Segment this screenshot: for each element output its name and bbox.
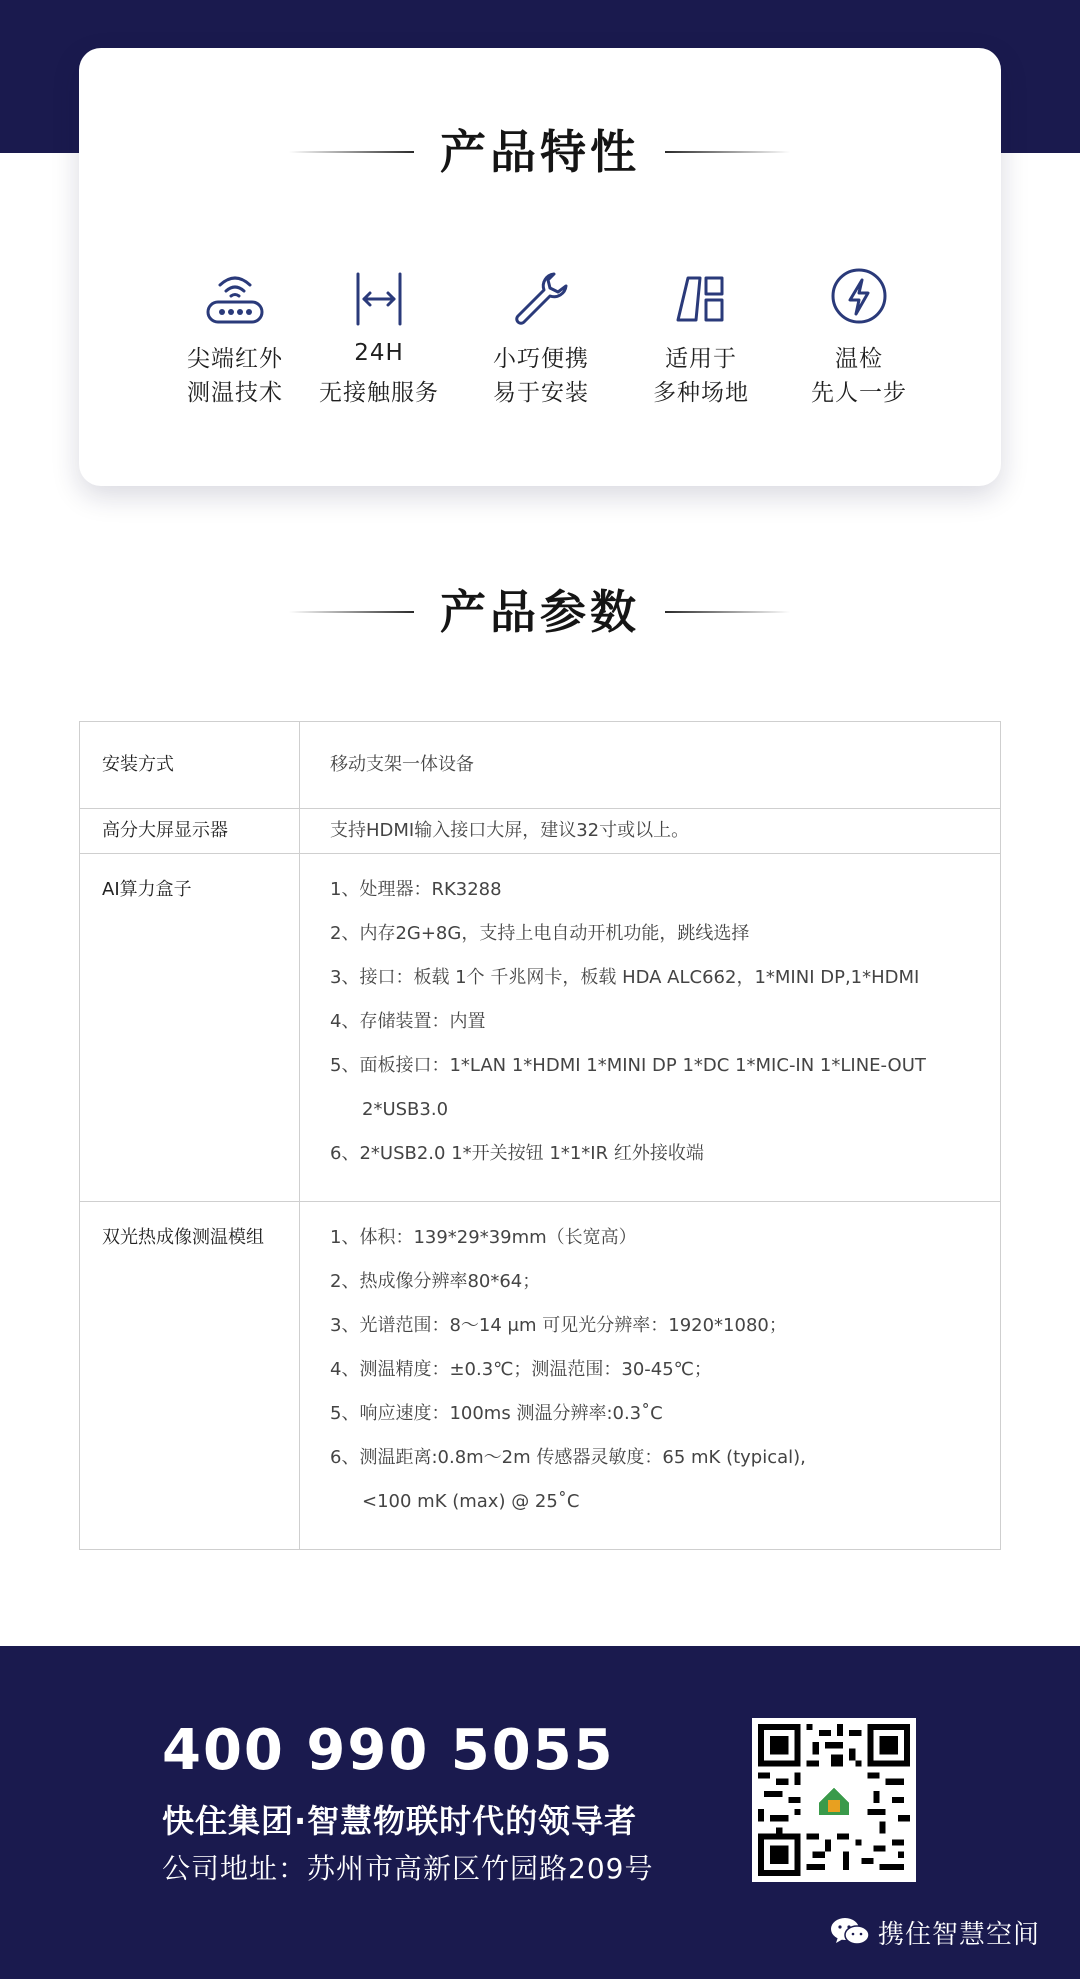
spec-line: 1、体积：139*29*39mm（长宽高） [330, 1227, 637, 1248]
features-card [79, 48, 1001, 486]
spec-table [79, 721, 1001, 1550]
wrench-icon [466, 268, 616, 330]
heading-rule-left [289, 151, 414, 153]
feature-line2: 易于安装 [493, 380, 589, 406]
row-label: 高分大屏显示器 [80, 809, 300, 854]
spec-line: 6、测温距离:0.8m～2m 传感器灵敏度：65 mK (typical), [330, 1447, 806, 1468]
feature-line1: 尖端红外 [187, 346, 283, 372]
width-arrows-icon [304, 268, 454, 330]
table-row [80, 809, 1001, 854]
spec-line: 2、热成像分辨率80*64； [330, 1271, 541, 1292]
spec-line: 3、接口：板载 1个 千兆网卡，板载 HDA ALC662，1*MINI DP,1*HDMI [330, 967, 920, 988]
row-value: 移动支架一体设备 [300, 722, 1001, 809]
spec-line: <100 mK (max) @ 25˚C [362, 1491, 580, 1512]
qr-code-icon[interactable] [752, 1718, 916, 1882]
row-label: 双光热成像测温模组 [80, 1202, 300, 1550]
feature-line2: 先人一步 [811, 380, 907, 406]
wechat-account[interactable] [830, 1912, 1040, 1952]
company-slogan: 快住集团·智慧物联时代的领导者 [162, 1802, 638, 1840]
phone-number[interactable]: 400 990 5055 [162, 1718, 615, 1783]
wechat-icon [830, 1916, 870, 1948]
router-icon [160, 268, 310, 330]
feature-line1: 温检 [835, 346, 883, 372]
spec-line: 2、内存2G+8G，支持上电自动开机功能，跳线选择 [330, 923, 750, 944]
spec-line: 6、2*USB2.0 1*开关按钮 1*1*IR 红外接收端 [330, 1143, 704, 1164]
spec-line: 5、面板接口：1*LAN 1*HDMI 1*MINI DP 1*DC 1*MIC-IN 1*LINE-OUT [330, 1055, 926, 1076]
panels-icon [626, 268, 776, 330]
feature-line2: 测温技术 [187, 380, 283, 406]
table-row [80, 854, 1001, 1202]
feature-line1: 24H [354, 340, 404, 366]
row-value: 支持HDMI输入接口大屏，建议32寸或以上。 [300, 809, 1001, 854]
row-value [300, 1202, 1001, 1550]
spec-line: 2*USB3.0 [362, 1099, 449, 1120]
row-value [300, 854, 1001, 1202]
spec-line: 4、存储装置：内置 [330, 1011, 486, 1032]
heading-rule-right [665, 151, 790, 153]
feature-line2: 多种场地 [653, 380, 749, 406]
heading-rule-right [665, 611, 790, 613]
heading-rule-left [289, 611, 414, 613]
feature-line2: 无接触服务 [319, 380, 439, 406]
spec-line: 3、光谱范围：8～14 μm 可见光分辨率：1920*1080； [330, 1315, 787, 1336]
feature-line1: 适用于 [665, 346, 737, 372]
company-address: 公司地址：苏州市高新区竹园路209号 [162, 1852, 654, 1885]
feature-line1: 小巧便携 [493, 346, 589, 372]
features-heading [0, 122, 1080, 182]
row-label: AI算力盒子 [80, 854, 300, 1202]
spec-line: 1、处理器：RK3288 [330, 879, 502, 900]
params-heading [0, 582, 1080, 642]
row-label: 安装方式 [80, 722, 300, 809]
wechat-account-name: 携住智慧空间 [878, 1919, 1041, 1950]
lightning-icon [784, 268, 934, 330]
spec-line: 5、响应速度：100ms 测温分辨率:0.3˚C [330, 1403, 663, 1424]
params-title: 产品参数 [440, 585, 640, 639]
table-row [80, 722, 1001, 809]
features-title: 产品特性 [440, 125, 640, 179]
table-row [80, 1202, 1001, 1550]
spec-line: 4、测温精度：±0.3℃；测温范围：30-45℃； [330, 1359, 712, 1380]
